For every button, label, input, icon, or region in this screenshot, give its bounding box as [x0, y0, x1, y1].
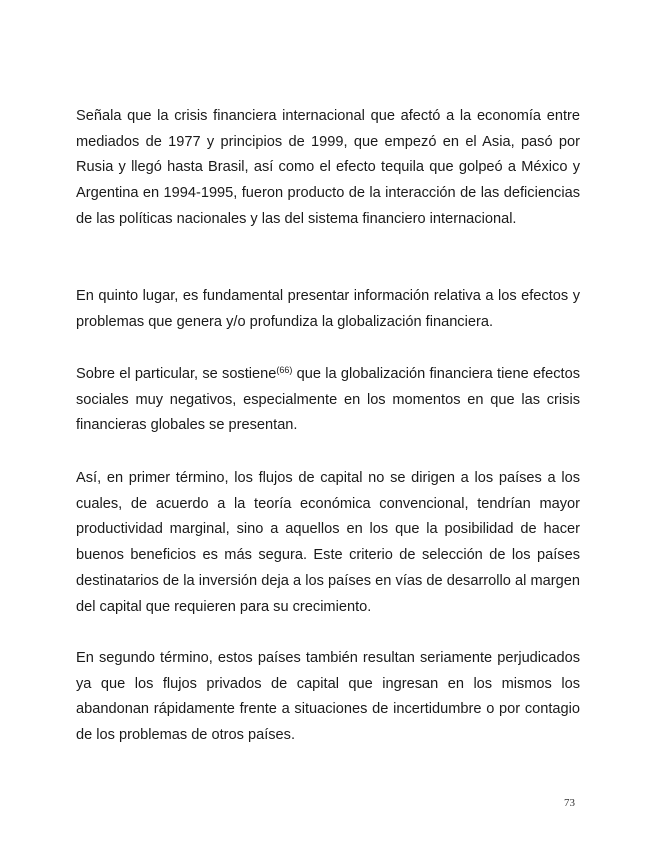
- paragraph-text-before-footnote: Sobre el particular, se sostiene: [76, 366, 277, 382]
- paragraph-crisis-financiera: Señala que la crisis financiera internacional que afectó a la economía entre mediados de 1977 y principios de 1999, que empezó en el Asia, pasó por Rusia y llegó hasta Brasil, así como el efecto tequila que golpeó a México y Argentina en 1994-1995, fueron producto de la interacción de las deficiencias de las políticas nacionales y las del sistema financiero internacional.: [76, 108, 580, 227]
- paragraph-segundo-termino: En segundo término, estos países también resultan seriamente perjudicados ya que los flujos privados de capital que ingresan en los mismos los abandonan rápidamente frente a situaciones de incertidumbre o por contagio de los problemas de otros países.: [76, 650, 580, 744]
- paragraph-text-after-footnote: que la globalización financiera tiene efectos sociales muy negativos, especialmente en los momentos en que las crisis financieras globales se presentan.: [76, 366, 580, 434]
- paragraph-primer-termino: Así, en primer término, los flujos de capital no se dirigen a los países a los cuales, de acuerdo a la teoría económica convencional, tendrían mayor productividad marginal, sino a aquellos en los que la posibilidad de hacer buenos beneficios es más segura. Este criterio de selección de los países destinatarios de la inversión deja a los países en vías de desarrollo al margen del capital que requieren para su crecimiento.: [76, 470, 580, 615]
- paragraph-sobre-el-particular: [76, 362, 580, 439]
- footnote-reference: (66): [276, 365, 293, 375]
- paragraph-quinto-lugar: En quinto lugar, es fundamental presentar información relativa a los efectos y problemas que genera y/o profundiza la globalización financiera.: [76, 288, 580, 330]
- page-number: 73: [564, 797, 575, 809]
